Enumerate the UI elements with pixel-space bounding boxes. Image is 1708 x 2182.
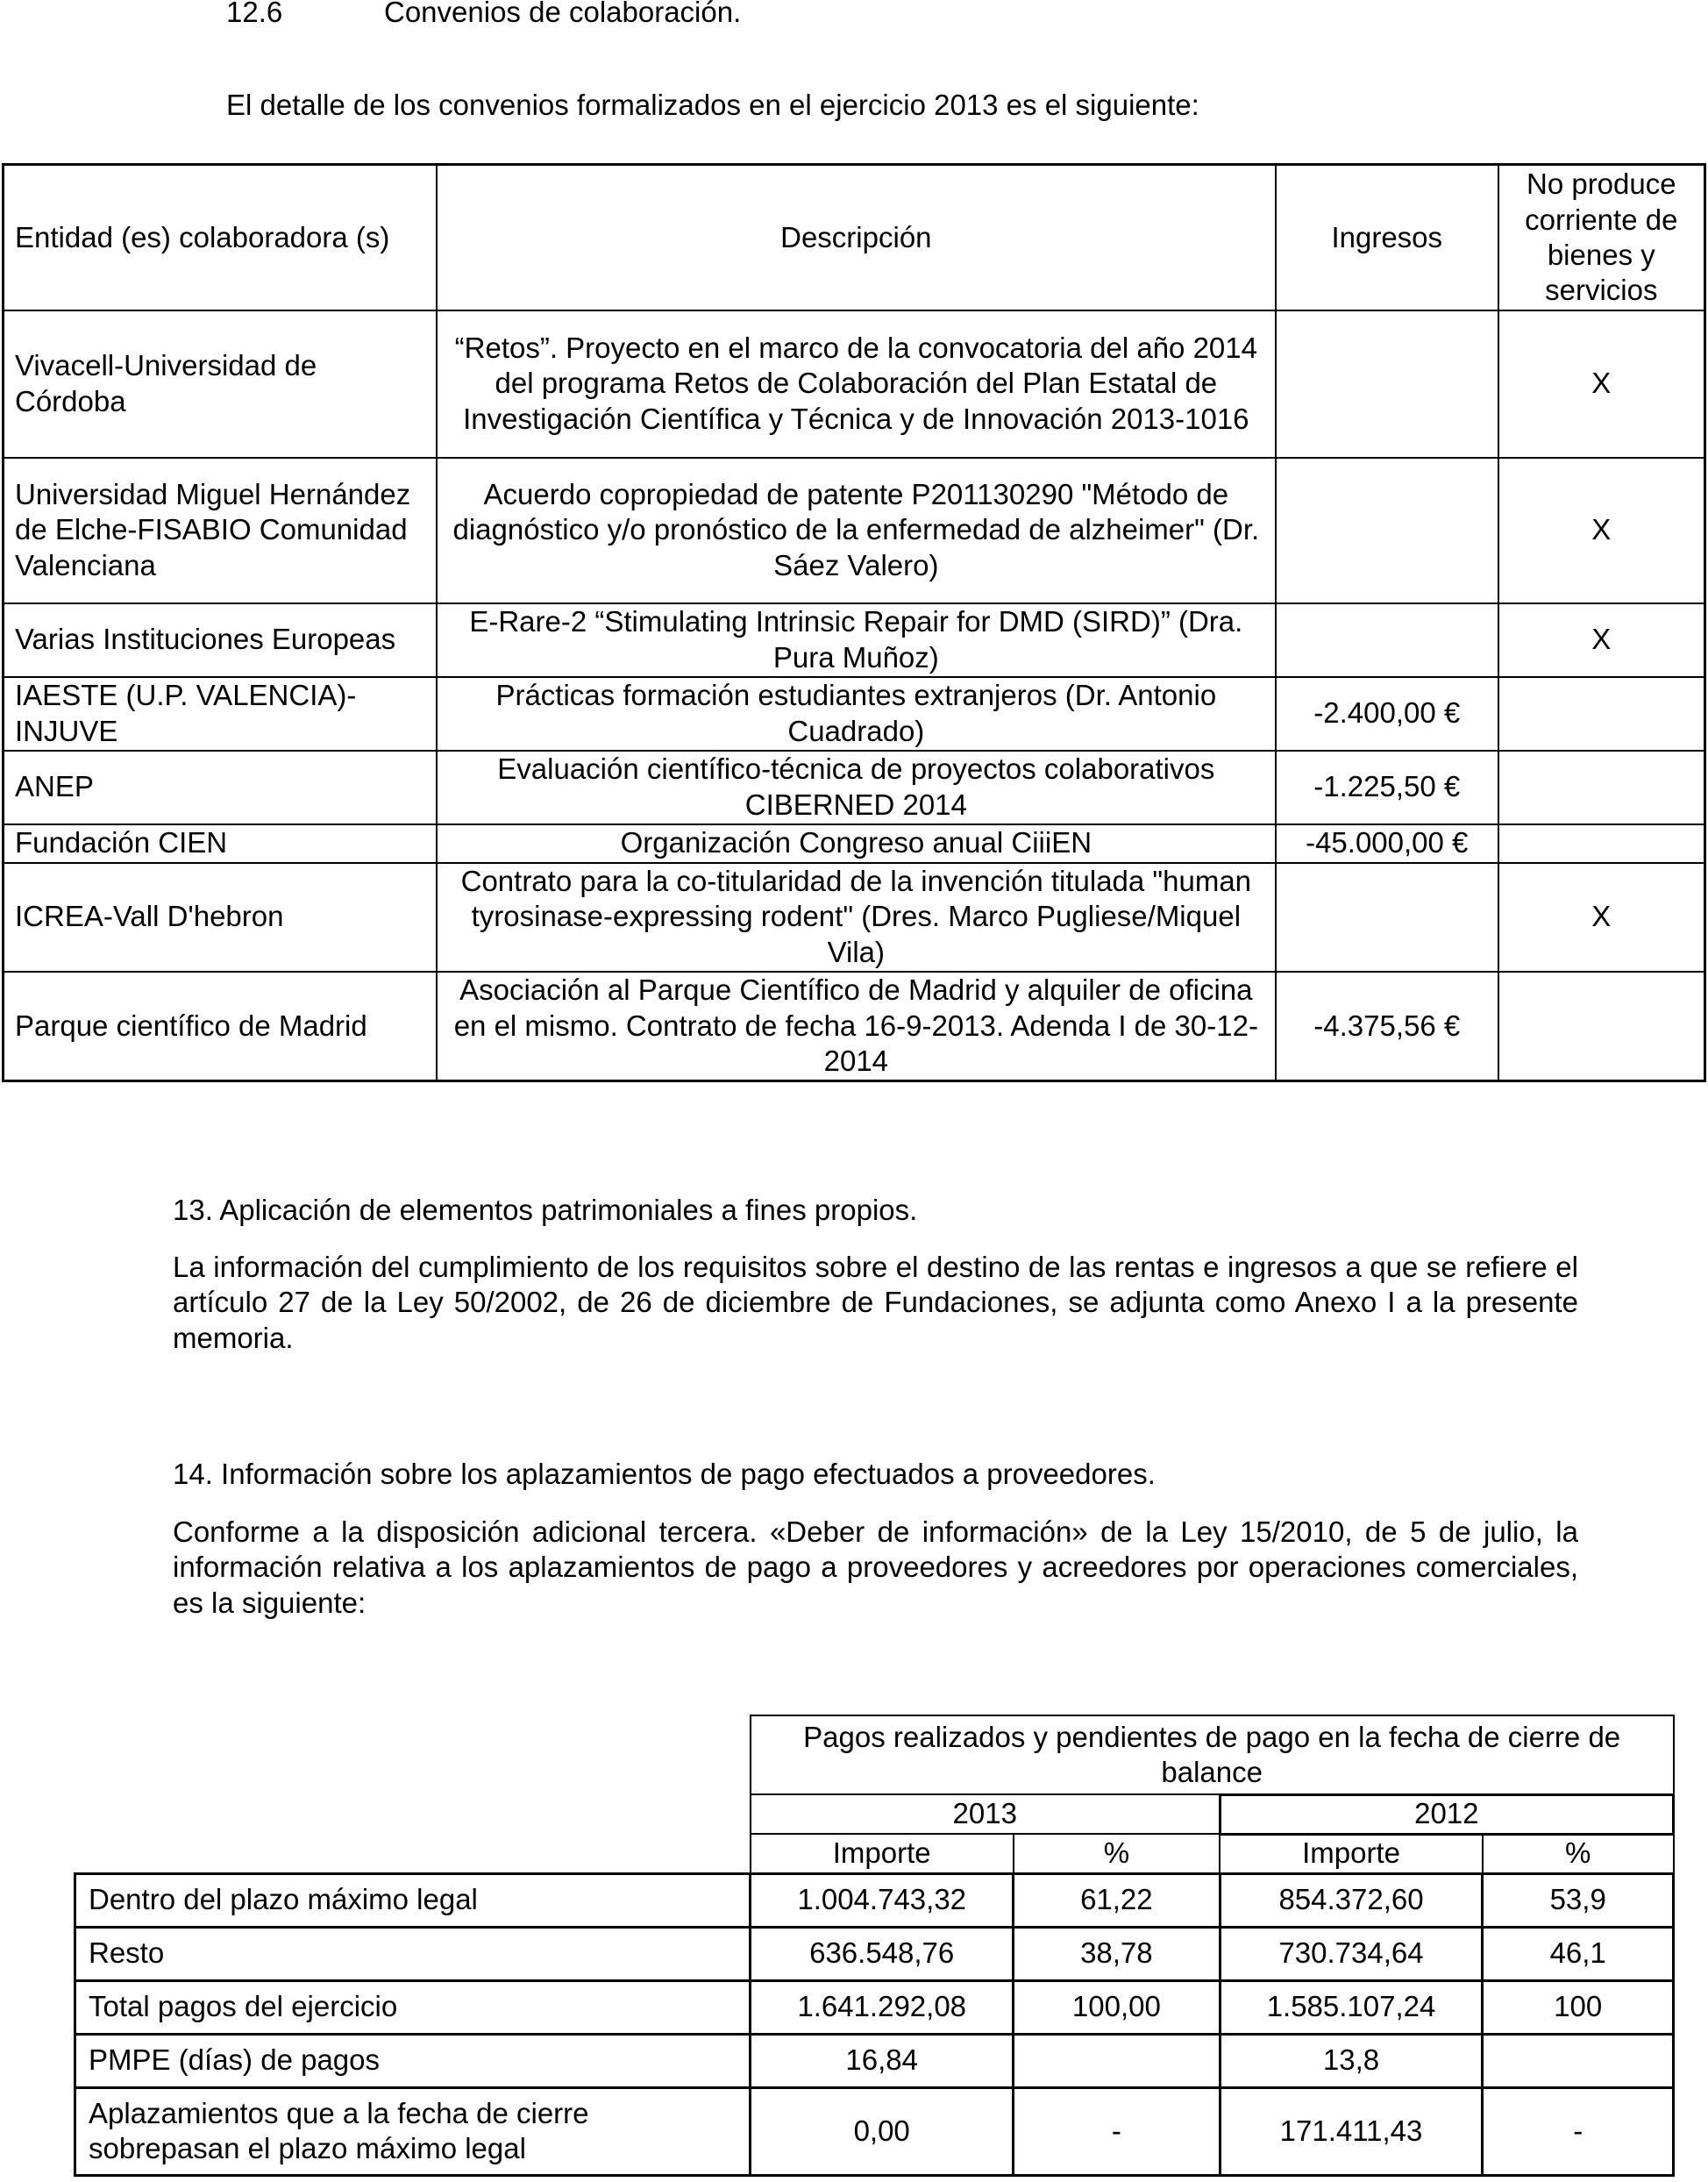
cell-pct-2013 — [1014, 2034, 1221, 2087]
cell-descripcion: Contrato para la co-titularidad de la invención titulada "human tyrosinase-expressing rodent" (Dres. Marco Pugliese/Miquel Vila) — [437, 863, 1276, 972]
cell-descripcion: Evaluación científico-técnica de proyectos colaborativos CIBERNED 2014 — [437, 751, 1276, 824]
table-row — [4, 677, 1705, 751]
section-14-text: Conforme a la disposición adicional tercera. «Deber de información» de la Ley 15/2010, de 5 de julio, la información relativa a los aplazamientos de pago a proveedores y acreedores por operaciones comerciales, es la siguiente: — [173, 1515, 1578, 1619]
table-row — [4, 458, 1705, 603]
empty-cell — [75, 1715, 751, 1794]
table-header-row — [4, 165, 1705, 310]
section-intro: El detalle de los convenios formalizados en el ejercicio 2013 es el siguiente: — [226, 89, 1199, 121]
cell-entidad: Parque científico de Madrid — [4, 972, 437, 1081]
section-13-paragraph — [173, 1250, 1578, 1356]
table-row — [75, 1927, 1674, 1980]
cell-ingresos — [1276, 863, 1498, 972]
cell-entidad: ICREA-Vall D'hebron — [4, 863, 437, 972]
cell-entidad: Universidad Miguel Hernández de Elche-FISABIO Comunidad Valenciana — [4, 458, 437, 603]
cell-no-produce — [1498, 677, 1705, 751]
cell-importe-2013: 0,00 — [751, 2087, 1014, 2175]
cell-no-produce: X — [1498, 310, 1705, 458]
pagos-table — [74, 1715, 1675, 2177]
cell-descripcion: Organización Congreso anual CiiiEN — [437, 824, 1276, 863]
cell-importe-2013: 636.548,76 — [751, 1927, 1014, 1980]
cell-importe-2012: 171.411,43 — [1220, 2087, 1483, 2175]
pagos-subheader-row — [75, 1834, 1674, 1873]
subheader-pct: % — [1483, 1834, 1674, 1873]
cell-importe-2013: 1.004.743,32 — [751, 1873, 1014, 1927]
table-row — [75, 1980, 1674, 2034]
cell-pct-2013: 61,22 — [1014, 1873, 1221, 1927]
section-title: Convenios de colaboración. — [384, 0, 742, 28]
section-13-heading: 13. Aplicación de elementos patrimoniales a fines propios. — [173, 1194, 918, 1226]
cell-no-produce — [1498, 751, 1705, 824]
cell-pct-2012 — [1483, 2034, 1674, 2087]
table-row — [4, 972, 1705, 1081]
empty-cell — [75, 1794, 751, 1834]
header-ingresos: Ingresos — [1276, 165, 1498, 310]
row-label: Dentro del plazo máximo legal — [75, 1873, 751, 1927]
row-label: PMPE (días) de pagos — [75, 2034, 751, 2087]
convenios-table — [2, 163, 1706, 1082]
table-row — [75, 2087, 1674, 2175]
row-label: Total pagos del ejercicio — [75, 1980, 751, 2034]
year-2012: 2012 — [1220, 1794, 1673, 1834]
cell-entidad: Fundación CIEN — [4, 824, 437, 863]
empty-cell — [75, 1834, 751, 1873]
cell-pct-2013: 100,00 — [1014, 1980, 1221, 2034]
cell-no-produce — [1498, 972, 1705, 1081]
cell-ingresos: -45.000,00 € — [1276, 824, 1498, 863]
cell-ingresos: -2.400,00 € — [1276, 677, 1498, 751]
cell-no-produce: X — [1498, 863, 1705, 972]
cell-ingresos: -1.225,50 € — [1276, 751, 1498, 824]
row-label: Aplazamientos que a la fecha de cierre sobrepasan el plazo máximo legal — [75, 2087, 751, 2175]
row-label: Resto — [75, 1927, 751, 1980]
pagos-title: Pagos realizados y pendientes de pago en la fecha de cierre de balance — [751, 1715, 1674, 1794]
cell-pct-2013: 38,78 — [1014, 1927, 1221, 1980]
header-descripcion: Descripción — [437, 165, 1276, 310]
cell-descripcion: Acuerdo copropiedad de patente P201130290 "Método de diagnóstico y/o pronóstico de la enfermedad de alzheimer" (Dr. Sáez Valero) — [437, 458, 1276, 603]
section-number: 12.6 — [226, 0, 283, 28]
cell-ingresos — [1276, 310, 1498, 458]
cell-importe-2012: 1.585.107,24 — [1220, 1980, 1483, 2034]
cell-ingresos: -4.375,56 € — [1276, 972, 1498, 1081]
section-14-paragraph — [173, 1515, 1578, 1621]
table-row — [75, 2034, 1674, 2087]
cell-entidad: ANEP — [4, 751, 437, 824]
cell-pct-2012: 100 — [1483, 1980, 1674, 2034]
cell-descripcion: “Retos”. Proyecto en el marco de la convocatoria del año 2014 del programa Retos de Colaboración del Plan Estatal de Investigación Científica y Técnica y de Innovación 2013-1016 — [437, 310, 1276, 458]
cell-pct-2012: - — [1483, 2087, 1674, 2175]
year-2013: 2013 — [751, 1794, 1220, 1834]
subheader-pct: % — [1014, 1834, 1221, 1873]
cell-no-produce — [1498, 824, 1705, 863]
cell-importe-2012: 13,8 — [1220, 2034, 1483, 2087]
section-14-heading: 14. Información sobre los aplazamientos de pago efectuados a proveedores. — [173, 1458, 1156, 1490]
header-no-produce: No produce corriente de bienes y servicios — [1498, 165, 1705, 310]
cell-descripcion: Asociación al Parque Científico de Madrid y alquiler de oficina en el mismo. Contrato de fecha 16-9-2013. Adenda I de 30-12-2014 — [437, 972, 1276, 1081]
subheader-importe: Importe — [751, 1834, 1014, 1873]
table-row — [4, 310, 1705, 458]
table-row — [4, 824, 1705, 863]
cell-no-produce: X — [1498, 603, 1705, 677]
cell-importe-2013: 1.641.292,08 — [751, 1980, 1014, 2034]
cell-entidad: Varias Instituciones Europeas — [4, 603, 437, 677]
cell-pct-2012: 46,1 — [1483, 1927, 1674, 1980]
header-entidad: Entidad (es) colaboradora (s) — [4, 165, 437, 310]
cell-pct-2013: - — [1014, 2087, 1221, 2175]
table-row — [4, 751, 1705, 824]
section-13-text: La información del cumplimiento de los requisitos sobre el destino de las rentas e ingresos a que se refiere el artículo 27 de la Ley 50/2002, de 26 de diciembre de Fundaciones, se adjunta como Anexo I a la presente memoria. — [173, 1251, 1578, 1354]
cell-descripcion: Prácticas formación estudiantes extranjeros (Dr. Antonio Cuadrado) — [437, 677, 1276, 751]
cell-ingresos — [1276, 603, 1498, 677]
cell-descripcion: E-Rare-2 “Stimulating Intrinsic Repair for DMD (SIRD)” (Dra. Pura Muñoz) — [437, 603, 1276, 677]
cell-no-produce: X — [1498, 458, 1705, 603]
pagos-title-row — [75, 1715, 1674, 1794]
cell-importe-2012: 854.372,60 — [1220, 1873, 1483, 1927]
cell-ingresos — [1276, 458, 1498, 603]
cell-pct-2012: 53,9 — [1483, 1873, 1674, 1927]
cell-importe-2012: 730.734,64 — [1220, 1927, 1483, 1980]
table-row — [4, 863, 1705, 972]
subheader-importe: Importe — [1220, 1834, 1483, 1873]
cell-importe-2013: 16,84 — [751, 2034, 1014, 2087]
table-row — [75, 1873, 1674, 1927]
pagos-years-row — [75, 1794, 1674, 1834]
cell-entidad: Vivacell-Universidad de Córdoba — [4, 310, 437, 458]
table-row — [4, 603, 1705, 677]
cell-entidad: IAESTE (U.P. VALENCIA)-INJUVE — [4, 677, 437, 751]
